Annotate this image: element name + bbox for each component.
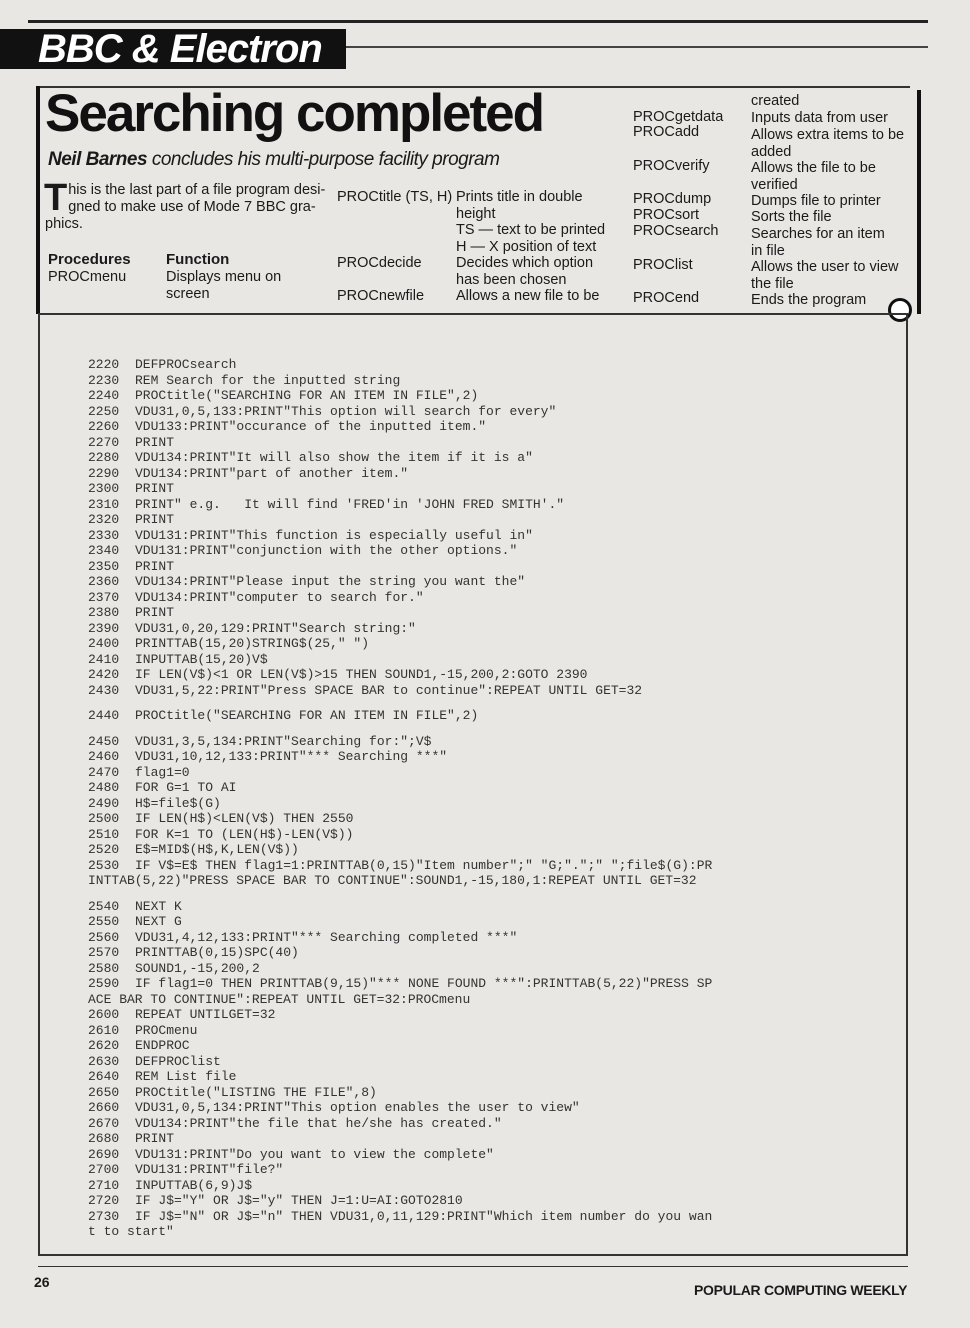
top-rule bbox=[28, 20, 928, 23]
line-number: 2730 bbox=[88, 1208, 120, 1224]
desc-line: added bbox=[751, 143, 792, 160]
procedure-description bbox=[751, 160, 876, 193]
procedure-description bbox=[751, 193, 881, 210]
code-line bbox=[88, 1162, 868, 1178]
line-number: 2440 bbox=[88, 708, 120, 723]
code-text: ENDPROC bbox=[135, 1038, 190, 1053]
line-number: 2650 bbox=[88, 1084, 120, 1100]
code-text: DEFPROClist bbox=[135, 1053, 221, 1069]
procedure-name: PROCverify bbox=[633, 158, 710, 174]
banner-rule bbox=[346, 46, 928, 48]
code-line bbox=[88, 708, 868, 724]
line-number: 2460 bbox=[88, 749, 120, 764]
code-line bbox=[88, 749, 868, 765]
code-line bbox=[88, 945, 868, 961]
procedure-name: PROClist bbox=[633, 257, 693, 273]
code-line bbox=[88, 543, 868, 559]
line-number: 2410 bbox=[88, 651, 120, 667]
line-number: 2480 bbox=[88, 780, 120, 795]
code-line bbox=[88, 1147, 868, 1163]
line-number: 2610 bbox=[88, 1022, 120, 1038]
code-line bbox=[88, 481, 868, 497]
code-line bbox=[88, 1085, 868, 1101]
line-number: 2360 bbox=[88, 574, 120, 589]
code-text: PRINT bbox=[135, 434, 175, 450]
desc-line: has been chosen bbox=[456, 271, 567, 288]
procedure-description bbox=[751, 292, 866, 309]
code-line bbox=[88, 1023, 868, 1039]
line-number: 2290 bbox=[88, 465, 120, 481]
procedure-name: PROCgetdata bbox=[633, 109, 724, 125]
code-text: VDU131:PRINT"Do you want to view the complete" bbox=[135, 1146, 494, 1162]
line-number: 2600 bbox=[88, 1007, 120, 1022]
code-text: PRINT bbox=[135, 558, 175, 574]
line-number: 2240 bbox=[88, 388, 120, 403]
procedure-description bbox=[751, 127, 904, 160]
code-line bbox=[88, 796, 868, 812]
code-text: VDU31,5,22:PRINT"Press SPACE BAR to continue":REPEAT UNTIL GET=32 bbox=[135, 682, 643, 698]
code-text: ACE BAR TO CONTINUE":REPEAT UNTIL GET=32:PROCmenu bbox=[88, 991, 471, 1007]
line-number: 2710 bbox=[88, 1177, 120, 1193]
code-text: VDU31,0,5,133:PRINT"This option will search for every" bbox=[135, 403, 557, 419]
code-line bbox=[88, 1100, 868, 1116]
procedure-name: PROCdump bbox=[633, 191, 712, 207]
code-line bbox=[88, 1069, 868, 1085]
code-text: REM Search for the inputted string bbox=[135, 372, 401, 388]
procedure-description-continued: created bbox=[751, 93, 800, 109]
procedure-name: PROCend bbox=[633, 290, 700, 306]
intro-line: phics. bbox=[45, 216, 83, 232]
code-text: PROCmenu bbox=[135, 1022, 198, 1038]
code-line bbox=[88, 667, 868, 683]
code-line bbox=[88, 559, 868, 575]
line-number: 2490 bbox=[88, 795, 120, 811]
code-line bbox=[88, 404, 868, 420]
line-number: 2640 bbox=[88, 1069, 120, 1084]
line-number: 2720 bbox=[88, 1193, 120, 1208]
line-number: 2530 bbox=[88, 857, 120, 873]
page-number: 26 bbox=[34, 1274, 50, 1290]
code-text: FOR K=1 TO (LEN(H$)-LEN(V$)) bbox=[135, 826, 354, 842]
desc-line: Allows extra items to be bbox=[751, 127, 905, 143]
code-text: VDU31,0,5,134:PRINT"This option enables the user to view" bbox=[135, 1100, 580, 1115]
code-text: VDU31,0,20,129:PRINT"Search string:" bbox=[135, 620, 416, 636]
code-line bbox=[88, 621, 868, 637]
procedure-name: PROCadd bbox=[633, 124, 700, 140]
code-line bbox=[88, 512, 868, 528]
code-text: VDU131:PRINT"conjunction with the other options." bbox=[135, 543, 518, 558]
line-number: 2300 bbox=[88, 481, 120, 496]
procedure-description bbox=[166, 269, 281, 302]
code-line bbox=[88, 734, 868, 750]
code-text: PRINT bbox=[135, 512, 175, 527]
line-number: 2680 bbox=[88, 1131, 120, 1146]
desc-line: Allows a new file to be bbox=[456, 288, 600, 304]
code-text: t to start" bbox=[88, 1224, 174, 1239]
code-line bbox=[88, 1054, 868, 1070]
desc-line: Allows the file to be bbox=[751, 160, 876, 176]
code-line bbox=[88, 780, 868, 796]
line-number: 2220 bbox=[88, 357, 120, 372]
header-frame-left bbox=[36, 86, 40, 314]
code-text: flag1=0 bbox=[135, 764, 190, 780]
code-line bbox=[88, 388, 868, 404]
code-line bbox=[88, 992, 868, 1008]
line-number: 2690 bbox=[88, 1146, 120, 1162]
procedure-description bbox=[456, 255, 593, 288]
code-line bbox=[88, 811, 868, 827]
code-text: PRINT bbox=[135, 481, 175, 496]
code-text: IF V$=E$ THEN flag1=1:PRINTTAB(0,15)"Item number";" "G;".";" ";file$(G):PR bbox=[135, 857, 713, 873]
code-text: H$=file$(G) bbox=[135, 795, 221, 811]
line-number: 2570 bbox=[88, 945, 120, 960]
code-line bbox=[88, 574, 868, 590]
code-line bbox=[88, 1193, 868, 1209]
code-text: VDU133:PRINT"occurance of the inputted item." bbox=[135, 419, 487, 434]
code-text: IF J$="Y" OR J$="y" THEN J=1:U=AI:GOTO2810 bbox=[135, 1193, 463, 1208]
procedure-name: PROCtitle (TS, H) bbox=[337, 189, 453, 205]
code-line bbox=[88, 528, 868, 544]
code-text: VDU31,10,12,133:PRINT"*** Searching ***" bbox=[135, 749, 448, 764]
code-line bbox=[88, 914, 868, 930]
line-number: 2500 bbox=[88, 811, 120, 826]
line-number: 2580 bbox=[88, 960, 120, 976]
code-line bbox=[88, 827, 868, 843]
line-number: 2350 bbox=[88, 558, 120, 574]
code-line bbox=[88, 1038, 868, 1054]
code-text: VDU131:PRINT"file?" bbox=[135, 1162, 284, 1177]
desc-line: Ends the program bbox=[751, 292, 867, 308]
line-number: 2630 bbox=[88, 1053, 120, 1069]
code-text: PRINT bbox=[135, 1131, 175, 1146]
article-headline: Searching completed bbox=[45, 84, 544, 143]
desc-line: Decides which option bbox=[456, 255, 594, 271]
code-text: PRINTTAB(0,15)SPC(40) bbox=[135, 945, 299, 960]
drop-cap: T bbox=[44, 177, 68, 219]
procedures-header: Procedures bbox=[48, 251, 131, 268]
line-number: 2420 bbox=[88, 667, 120, 682]
procedure-name: PROCsort bbox=[633, 207, 700, 223]
procedure-description bbox=[751, 259, 898, 292]
line-number: 2540 bbox=[88, 898, 120, 914]
procedure-description bbox=[751, 226, 885, 259]
line-number: 2670 bbox=[88, 1115, 120, 1131]
code-text: PRINT bbox=[135, 605, 175, 620]
code-line bbox=[88, 1209, 868, 1225]
code-text: INPUTTAB(15,20)V$ bbox=[135, 651, 268, 667]
line-number: 2550 bbox=[88, 914, 120, 929]
desc-line: Allows the user to view bbox=[751, 259, 899, 275]
code-line bbox=[88, 858, 868, 874]
code-line bbox=[88, 1224, 868, 1240]
code-text: VDU134:PRINT"part of another item." bbox=[135, 465, 409, 481]
byline-author: Neil Barnes bbox=[48, 149, 148, 170]
line-number: 2520 bbox=[88, 842, 120, 857]
code-text: FOR G=1 TO AI bbox=[135, 780, 237, 795]
line-number: 2390 bbox=[88, 620, 120, 636]
line-number: 2330 bbox=[88, 527, 120, 543]
code-line bbox=[88, 590, 868, 606]
line-number: 2310 bbox=[88, 496, 120, 512]
procedure-description bbox=[751, 209, 832, 226]
code-text: VDU134:PRINT"computer to search for." bbox=[135, 589, 424, 605]
code-text: SOUND1,-15,200,2 bbox=[135, 960, 260, 976]
code-line bbox=[88, 873, 868, 889]
procedure-description bbox=[456, 189, 605, 255]
code-line bbox=[88, 930, 868, 946]
desc-line: Searches for an item bbox=[751, 226, 885, 242]
code-line bbox=[88, 976, 868, 992]
code-line bbox=[88, 1178, 868, 1194]
line-number: 2280 bbox=[88, 450, 120, 465]
code-text: PRINTTAB(15,20)STRING$(25," ") bbox=[135, 636, 370, 651]
line-number: 2230 bbox=[88, 372, 120, 388]
code-text: VDU134:PRINT"the file that he/she has created." bbox=[135, 1115, 502, 1131]
desc-line: in file bbox=[751, 242, 785, 259]
code-line bbox=[88, 497, 868, 513]
desc-line: TS — text to be printed bbox=[456, 222, 606, 239]
program-listing bbox=[88, 357, 868, 1240]
code-line bbox=[88, 683, 868, 699]
code-line bbox=[88, 842, 868, 858]
code-line bbox=[88, 373, 868, 389]
line-number: 2370 bbox=[88, 589, 120, 605]
procedure-name: PROCmenu bbox=[48, 269, 127, 285]
byline bbox=[48, 149, 499, 171]
line-number: 2380 bbox=[88, 605, 120, 620]
line-number: 2700 bbox=[88, 1162, 120, 1177]
intro-line: his is the last part of a file program desi- bbox=[68, 182, 326, 198]
line-number: 2560 bbox=[88, 929, 120, 945]
code-text: REM List file bbox=[135, 1069, 237, 1084]
intro-paragraph bbox=[44, 177, 327, 233]
line-number: 2400 bbox=[88, 636, 120, 651]
code-text: NEXT K bbox=[135, 898, 182, 914]
line-number: 2510 bbox=[88, 826, 120, 842]
desc-line: the file bbox=[751, 275, 794, 292]
code-text: VDU31,3,5,134:PRINT"Searching for:";V$ bbox=[135, 733, 432, 749]
desc-line: screen bbox=[166, 285, 210, 302]
code-text: PROCtitle("LISTING THE FILE",8) bbox=[135, 1084, 377, 1100]
code-line bbox=[88, 961, 868, 977]
desc-line: Inputs data from user bbox=[751, 110, 889, 126]
listing-bottom-rule bbox=[38, 1266, 908, 1267]
code-line bbox=[88, 899, 868, 915]
code-text: IF J$="N" OR J$="n" THEN VDU31,0,11,129:PRINT"Which item number do you wan bbox=[135, 1208, 713, 1224]
code-line bbox=[88, 1131, 868, 1147]
desc-line: Prints title in double bbox=[456, 189, 583, 205]
code-text: IF flag1=0 THEN PRINTTAB(9,15)"*** NONE FOUND ***":PRINTTAB(5,22)"PRESS SP bbox=[135, 976, 713, 991]
line-number: 2270 bbox=[88, 434, 120, 450]
section-banner: BBC & Electron bbox=[0, 29, 346, 69]
code-text: DEFPROCsearch bbox=[135, 357, 237, 372]
code-line bbox=[88, 419, 868, 435]
code-text: PRINT" e.g. It will find 'FRED'in 'JOHN FRED SMITH'." bbox=[135, 496, 565, 512]
code-line bbox=[88, 357, 868, 373]
header-frame-right bbox=[917, 90, 921, 314]
code-line bbox=[88, 435, 868, 451]
line-number: 2320 bbox=[88, 512, 120, 527]
code-text: E$=MID$(H$,K,LEN(V$)) bbox=[135, 842, 299, 857]
desc-line: H — X position of text bbox=[456, 238, 597, 255]
code-text: VDU134:PRINT"Please input the string you want the" bbox=[135, 574, 526, 589]
code-text: VDU131:PRINT"This function is especially useful in" bbox=[135, 527, 533, 543]
code-text: VDU31,4,12,133:PRINT"*** Searching completed ***" bbox=[135, 929, 518, 945]
code-text: IF LEN(H$)<LEN(V$) THEN 2550 bbox=[135, 811, 354, 826]
procedure-name: PROCnewfile bbox=[337, 288, 425, 304]
desc-line: height bbox=[456, 205, 496, 222]
intro-line: gned to make use of Mode 7 BBC gra- bbox=[68, 199, 316, 215]
code-line bbox=[88, 765, 868, 781]
procedure-description bbox=[456, 288, 599, 305]
publication-name: POPULAR COMPUTING WEEKLY bbox=[694, 1282, 908, 1298]
desc-line: Dumps file to printer bbox=[751, 193, 881, 209]
line-number: 2620 bbox=[88, 1038, 120, 1053]
line-number: 2660 bbox=[88, 1100, 120, 1115]
procedure-name: PROCsearch bbox=[633, 223, 719, 239]
procedure-description bbox=[751, 110, 888, 127]
code-line bbox=[88, 1007, 868, 1023]
line-number: 2340 bbox=[88, 543, 120, 558]
procedure-name: PROCdecide bbox=[337, 255, 422, 271]
line-number: 2430 bbox=[88, 682, 120, 698]
code-text: INTTAB(5,22)"PRESS SPACE BAR TO CONTINUE":SOUND1,-15,180,1:REPEAT UNTIL GET=32 bbox=[88, 873, 697, 888]
code-text: VDU134:PRINT"It will also show the item if it is a" bbox=[135, 450, 533, 465]
code-line bbox=[88, 1116, 868, 1132]
code-text: NEXT G bbox=[135, 914, 182, 929]
code-text: REPEAT UNTILGET=32 bbox=[135, 1007, 276, 1022]
desc-line: Displays menu on bbox=[166, 269, 282, 285]
desc-line: verified bbox=[751, 176, 798, 193]
line-number: 2470 bbox=[88, 764, 120, 780]
byline-text: concludes his multi-purpose facility program bbox=[151, 149, 500, 170]
line-number: 2590 bbox=[88, 976, 120, 991]
code-line bbox=[88, 636, 868, 652]
code-text: PROCtitle("SEARCHING FOR AN ITEM IN FILE",2) bbox=[135, 388, 479, 403]
line-number: 2260 bbox=[88, 419, 120, 434]
desc-line: Sorts the file bbox=[751, 209, 832, 225]
line-number: 2450 bbox=[88, 733, 120, 749]
code-text: PROCtitle("SEARCHING FOR AN ITEM IN FILE",2) bbox=[135, 708, 479, 723]
line-number: 2250 bbox=[88, 403, 120, 419]
code-line bbox=[88, 605, 868, 621]
code-text: INPUTTAB(6,9)J$ bbox=[135, 1177, 253, 1193]
code-line bbox=[88, 450, 868, 466]
code-text: IF LEN(V$)<1 OR LEN(V$)>15 THEN SOUND1,-15,200,2:GOTO 2390 bbox=[135, 667, 588, 682]
code-line bbox=[88, 652, 868, 668]
code-line bbox=[88, 466, 868, 482]
function-header: Function bbox=[166, 251, 230, 268]
